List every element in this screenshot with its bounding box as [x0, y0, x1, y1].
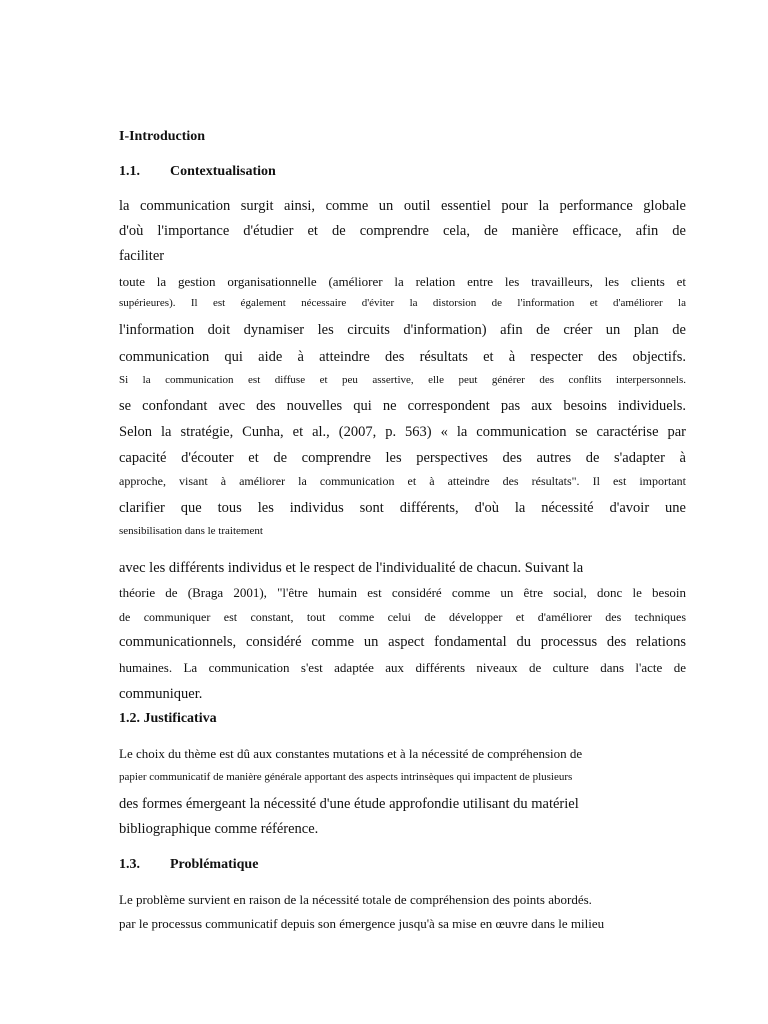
text-line: communicationnels, considéré comme un aspect fondamental du processus des relations	[119, 634, 686, 650]
text-line: communication qui aide à atteindre des résultats et à respecter des objectifs.	[119, 349, 686, 365]
section-title: Contextualisation	[170, 164, 276, 179]
text-line: faciliter	[119, 248, 165, 264]
text-line: d'où l'importance d'étudier et de comprendre cela, de manière efficace, afin de	[119, 223, 686, 239]
text-line: Selon la stratégie, Cunha, et al., (2007, p. 563) « la communication se caractérise par	[119, 424, 686, 440]
section-title: Problématique	[170, 857, 259, 872]
text-line: la communication surgit ainsi, comme un outil essentiel pour la performance globale	[119, 198, 686, 214]
text-line: toute la gestion organisationnelle (améliorer la relation entre les travailleurs, les clients et	[119, 274, 686, 289]
heading-introduction: I-Introduction	[119, 129, 206, 144]
text-line: humaines. La communication s'est adaptée aux différents niveaux de culture dans l'acte de	[119, 660, 686, 675]
text-line: Le choix du thème est dû aux constantes mutations et à la nécessité de compréhension de	[119, 746, 583, 761]
text-line: communiquer.	[119, 686, 203, 702]
text-line: l'information doit dynamiser les circuits d'information) afin de créer un plan de	[119, 322, 686, 338]
text-line: Le problème survient en raison de la nécessité totale de compréhension des points abordés.	[119, 892, 592, 907]
section-heading-1-2: 1.2. Justificativa	[119, 711, 217, 726]
section-heading-1-3	[119, 857, 686, 874]
text-line: par le processus communicatif depuis son émergence jusqu'à sa mise en œuvre dans le milieu	[119, 916, 605, 931]
text-line: de communiquer est constant, tout comme celui de développer et d'améliorer des techniques	[119, 610, 686, 624]
text-line: approche, visant à améliorer la communication et à atteindre des résultats". Il est important	[119, 474, 686, 488]
section-heading-1-1	[119, 164, 686, 181]
text-line: papier communicatif de manière générale apportant des aspects intrinsèques qui impactent de plusieurs	[119, 771, 573, 783]
text-line: bibliographique comme référence.	[119, 821, 319, 837]
section-number: 1.1.	[119, 164, 140, 179]
text-line: clarifier que tous les individus sont différents, d'où la nécessité d'avoir une	[119, 500, 686, 516]
text-line: se confondant avec des nouvelles qui ne correspondent pas aux besoins individuels.	[119, 398, 686, 414]
text-line: capacité d'écouter et de comprendre les perspectives des autres de s'adapter à	[119, 450, 686, 466]
text-line: sensibilisation dans le traitement	[119, 525, 263, 537]
text-line: supérieures). Il est également nécessaire d'éviter la distorsion de l'information et d'améliorer la	[119, 297, 686, 309]
section-number: 1.3.	[119, 857, 140, 872]
text-line: Si la communication est diffuse et peu assertive, elle peut générer des conflits interpersonnels.	[119, 374, 686, 386]
text-line: des formes émergeant la nécessité d'une étude approfondie utilisant du matériel	[119, 796, 579, 812]
text-line: avec les différents individus et le respect de l'individualité de chacun. Suivant la	[119, 560, 584, 576]
text-line: théorie de (Braga 2001), "l'être humain est considéré comme un être social, donc le besoin	[119, 585, 686, 600]
